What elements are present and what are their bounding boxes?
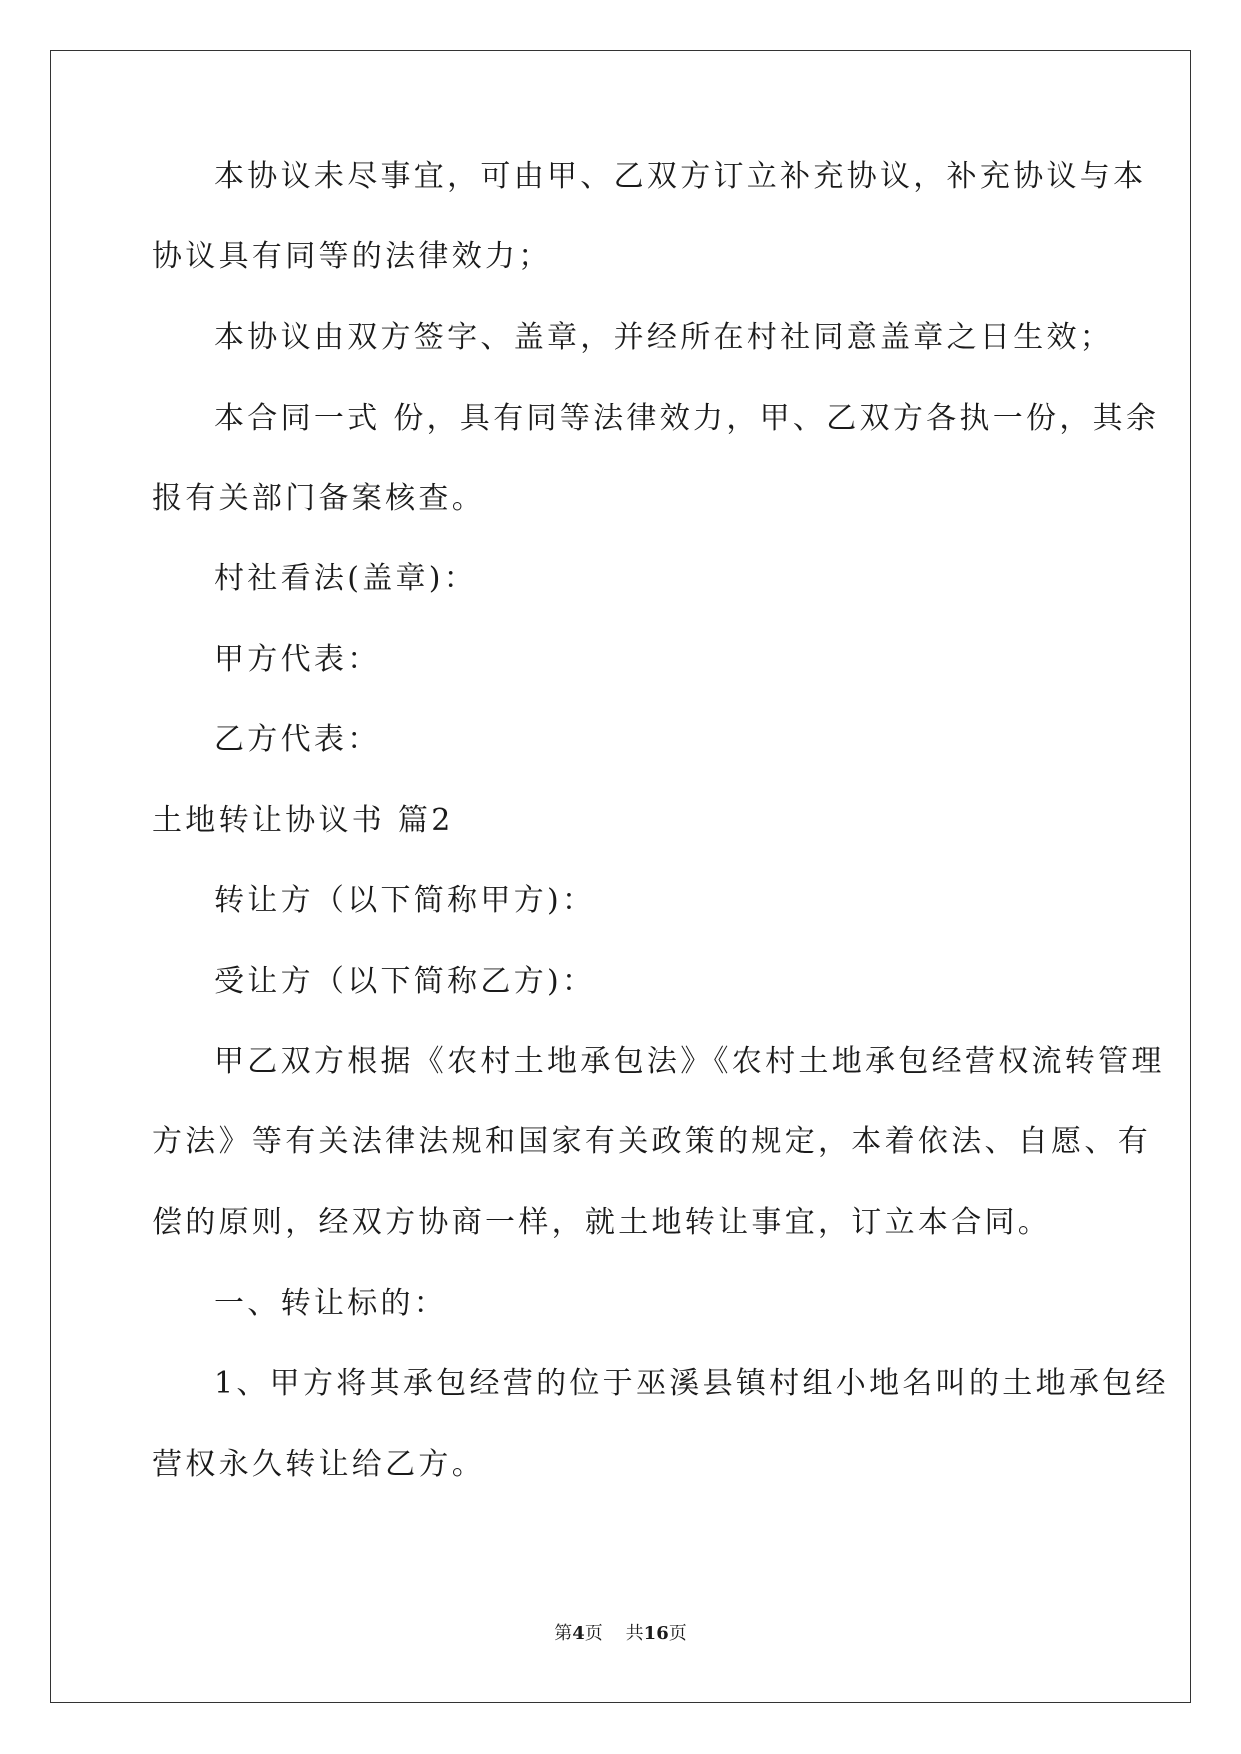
footer-total-suffix: 页 bbox=[668, 1623, 687, 1644]
paragraph-line: 村社看法(盖章)： bbox=[214, 561, 478, 596]
paragraph-line: 甲方代表： bbox=[214, 642, 381, 677]
paragraph-line: 本协议未尽事宜，可由甲、乙双方订立补充协议，补充协议与本 bbox=[214, 159, 1147, 194]
paragraph-line: 报有关部门备案核查。 bbox=[152, 481, 485, 516]
paragraph-line: 受让方（以下简称乙方)： bbox=[214, 964, 596, 999]
paragraph-line: 乙方代表： bbox=[214, 722, 381, 757]
paragraph-line: 营权永久转让给乙方。 bbox=[152, 1447, 485, 1482]
paragraph-line: 甲乙双方根据《农村土地承包法》《农村土地承包经营权流转管理 bbox=[214, 1044, 1165, 1079]
paragraph-line: 一、转让标的： bbox=[214, 1286, 448, 1321]
paragraph-line: 本协议由双方签字、盖章，并经所在村社同意盖章之日生效； bbox=[214, 320, 1114, 355]
footer-total-prefix: 共 bbox=[625, 1623, 644, 1644]
paragraph-line: 本合同一式 份，具有同等法律效力，甲、乙双方各执一份，其余 bbox=[214, 401, 1160, 436]
paragraph-line: 转让方（以下简称甲方)： bbox=[214, 883, 596, 918]
paragraph-line: 方法》等有关法律法规和国家有关政策的规定，本着依法、自愿、有 bbox=[152, 1124, 1151, 1159]
paragraph-line: 1、甲方将其承包经营的位于巫溪县镇村组小地名叫的土地承包经 bbox=[214, 1366, 1169, 1401]
paragraph-line: 协议具有同等的法律效力； bbox=[152, 239, 552, 274]
paragraph-line: 偿的原则，经双方协商一样，就土地转让事宜，订立本合同。 bbox=[152, 1205, 1052, 1240]
footer-page-number: 4 bbox=[572, 1623, 585, 1644]
footer-prefix: 第 bbox=[554, 1623, 573, 1644]
footer-page-suffix: 页 bbox=[584, 1623, 603, 1644]
section-heading: 土地转让协议书 篇2 bbox=[152, 803, 454, 838]
footer-total-pages: 16 bbox=[643, 1623, 669, 1644]
page-footer bbox=[0, 1622, 1241, 1646]
